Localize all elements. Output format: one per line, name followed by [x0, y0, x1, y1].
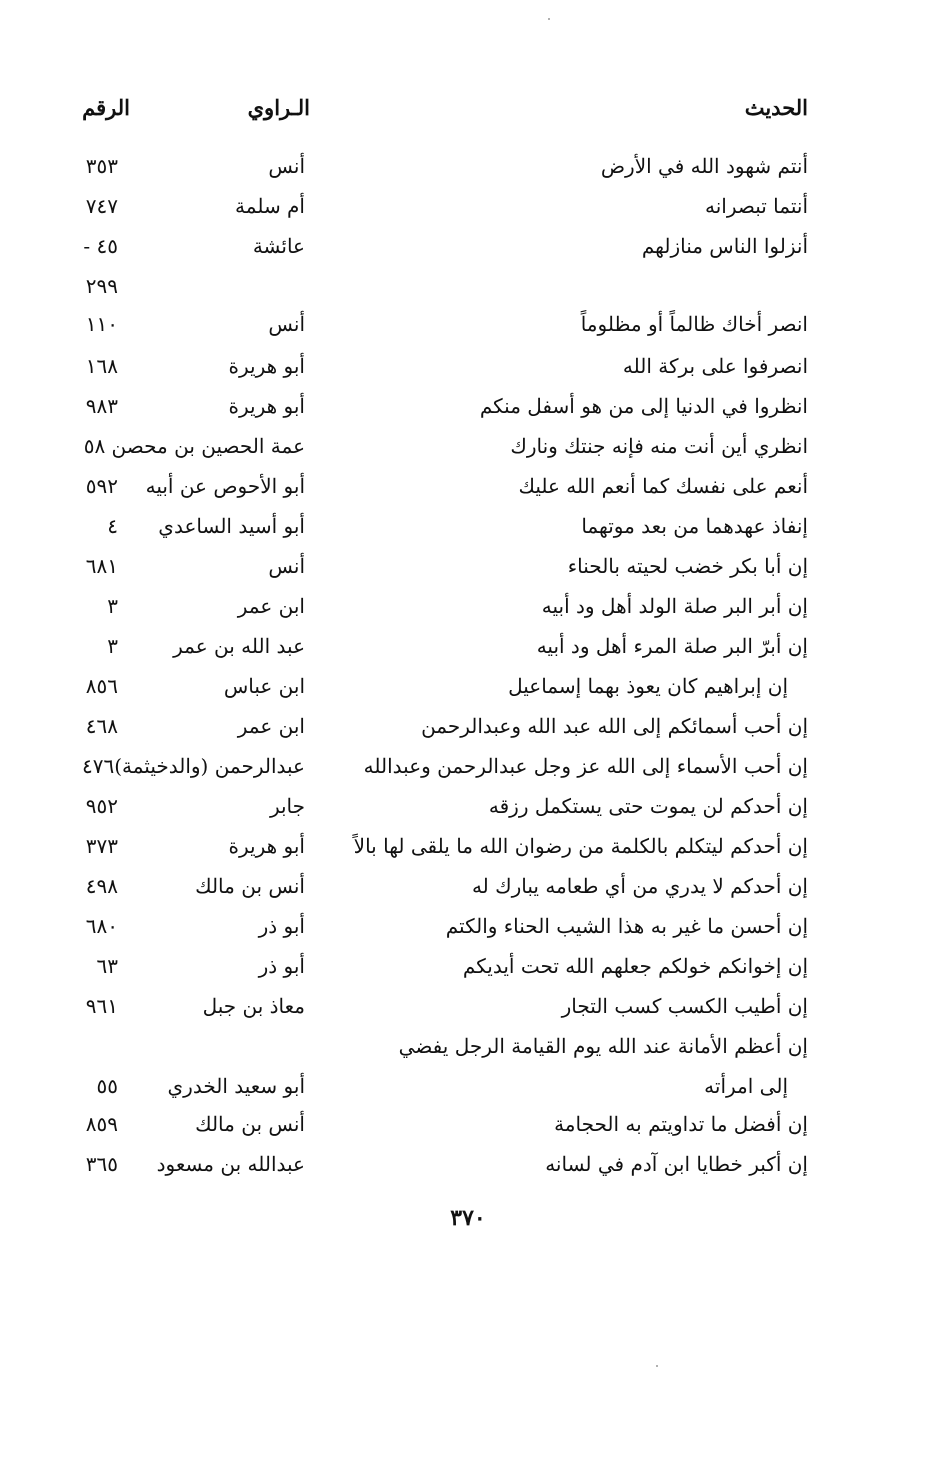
hadith-number: ١٦٨ [85, 354, 118, 378]
hadith-number: ٨٥٩ [85, 1112, 118, 1136]
table-row [0, 150, 936, 190]
table-row [0, 710, 936, 750]
scan-speck [548, 18, 550, 20]
table-row [0, 750, 936, 790]
table-row [0, 950, 936, 990]
hadith-text: إن أطيب الكسب كسب التجار [561, 994, 808, 1018]
narrator-text: جابر [269, 794, 305, 818]
hadith-number: ٣٥٣ [85, 154, 118, 178]
hadith-text: إلى امرأته [704, 1074, 788, 1098]
hadith-text: إن أبرّ البر صلة المرء أهل ود أبيه [536, 634, 808, 658]
hadith-number: ٤ [107, 514, 118, 538]
hadith-number: ٤٦٨ [85, 714, 118, 738]
hadith-text: إن أكبر خطايا ابن آدم في لسانه [545, 1152, 808, 1176]
table-row [0, 308, 936, 350]
hadith-text: إن إخوانكم خولكم جعلهم الله تحت أيديكم [462, 954, 808, 978]
narrator-text: أنس [268, 154, 305, 178]
narrator-text: عمة الحصين بن محصن ٥٨ [83, 434, 305, 458]
hadith-text: إن أحدكم ليتكلم بالكلمة من رضوان الله ما يلقى لها بالاً [353, 834, 808, 858]
hadith-number: ٣ [107, 594, 118, 618]
header-hadith: الحديث [744, 95, 808, 120]
hadith-text: انصر أخاك ظالماً أو مظلوماً [580, 312, 808, 336]
hadith-text: إن أحب الأسماء إلى الله عز وجل عبدالرحمن وعبدالله [363, 754, 808, 778]
table-row [0, 190, 936, 230]
table-row [0, 990, 936, 1030]
hadith-number: ٦٨١ [85, 554, 118, 578]
table-row [0, 510, 936, 550]
narrator-text: أم سلمة [235, 194, 305, 218]
hadith-number: ٩٥٢ [85, 794, 118, 818]
hadith-number: ٥٩٢ [85, 474, 118, 498]
header-number: الرقم [82, 95, 130, 120]
table-row [0, 910, 936, 950]
hadith-text: إن أبا بكر خضب لحيته بالحناء [567, 554, 808, 578]
narrator-text: عبدالله بن مسعود [156, 1152, 305, 1176]
table-row [0, 1070, 936, 1108]
hadith-number: ٨٥٦ [85, 674, 118, 698]
scan-speck [656, 1365, 658, 1367]
table-row [0, 870, 936, 910]
narrator-text: أبو سعيد الخدري [167, 1074, 305, 1098]
narrator-text: أبو أسيد الساعدي [158, 514, 305, 538]
narrator-text: عبدالرحمن (والدخيثمة)٤٧٦ [81, 754, 305, 778]
hadith-text: إن أعظم الأمانة عند الله يوم القيامة الرجل يفضي [398, 1034, 808, 1058]
hadith-number: ٤٩٨ [85, 874, 118, 898]
hadith-text: أنتما تبصرانه [705, 194, 808, 218]
narrator-text: عبد الله بن عمر [173, 634, 305, 658]
hadith-index-table [0, 150, 936, 1188]
table-row [0, 270, 936, 308]
narrator-text: أنس بن مالك [195, 874, 305, 898]
hadith-text: إنفاذ عهدهما من بعد موتهما [581, 514, 808, 538]
table-row [0, 550, 936, 590]
table-row [0, 630, 936, 670]
narrator-text: ابن عباس [223, 674, 305, 698]
hadith-text: انظري أين أنت منه فإنه جنتك ونارك [510, 434, 808, 458]
narrator-text: أنس [268, 312, 305, 336]
table-row [0, 230, 936, 270]
narrator-text: أبو ذر [258, 954, 305, 978]
header-narrator: الـراوي [247, 95, 310, 120]
hadith-text: أنتم شهود الله في الأرض [600, 154, 808, 178]
hadith-text: إن أحسن ما غير به هذا الشيب الحناء والكتم [445, 914, 808, 938]
hadith-number: ٥٥ [96, 1074, 118, 1098]
hadith-text: إن أفضل ما تداويتم به الحجامة [554, 1112, 808, 1136]
hadith-text: إن إبراهيم كان يعوذ بهما إسماعيل [508, 674, 788, 698]
table-row [0, 670, 936, 710]
hadith-text: أنزلوا الناس منازلهم [641, 234, 808, 258]
narrator-text: عائشة [252, 234, 305, 258]
hadith-number: ٣ [107, 634, 118, 658]
hadith-number: ٧٤٧ [85, 194, 118, 218]
table-row [0, 430, 936, 470]
narrator-text: أبو هريرة [228, 394, 305, 418]
table-row [0, 1030, 936, 1070]
table-row [0, 830, 936, 870]
narrator-text: ابن عمر [237, 714, 305, 738]
hadith-text: إن أحب أسمائكم إلى الله عبد الله وعبدالرحمن [421, 714, 808, 738]
hadith-number: ٣٧٣ [85, 834, 118, 858]
table-row [0, 390, 936, 430]
page-number: ٣٧٠ [450, 1205, 486, 1231]
narrator-text: أبو هريرة [228, 834, 305, 858]
table-row [0, 790, 936, 830]
hadith-number: ٦٨٠ [85, 914, 118, 938]
table-row [0, 1148, 936, 1188]
hadith-text: انظروا في الدنيا إلى من هو أسفل منكم [479, 394, 808, 418]
narrator-text: أبو الأحوص عن أبيه [145, 474, 305, 498]
narrator-text: معاذ بن جبل [202, 994, 305, 1018]
hadith-text: إن أبر البر صلة الولد أهل ود أبيه [541, 594, 808, 618]
narrator-text: أنس بن مالك [195, 1112, 305, 1136]
narrator-text: أنس [268, 554, 305, 578]
narrator-text: ابن عمر [237, 594, 305, 618]
hadith-number: ٤٥ - [83, 234, 118, 258]
hadith-number: ٩٨٣ [85, 394, 118, 418]
hadith-text: أنعم على نفسك كما أنعم الله عليك [518, 474, 808, 498]
hadith-number: ٩٦١ [85, 994, 118, 1018]
hadith-number: ١١٠ [85, 312, 118, 336]
table-row [0, 590, 936, 630]
hadith-number: ٦٣ [96, 954, 118, 978]
hadith-text: إن أحدكم لا يدري من أي طعامه يبارك له [471, 874, 808, 898]
table-row [0, 470, 936, 510]
table-row [0, 1108, 936, 1148]
hadith-text: إن أحدكم لن يموت حتى يستكمل رزقه [488, 794, 808, 818]
hadith-number: ٣٦٥ [85, 1152, 118, 1176]
narrator-text: أبو هريرة [228, 354, 305, 378]
narrator-text: أبو ذر [258, 914, 305, 938]
hadith-text: انصرفوا على بركة الله [622, 354, 808, 378]
hadith-number: ٢٩٩ [85, 274, 118, 298]
table-row [0, 350, 936, 390]
